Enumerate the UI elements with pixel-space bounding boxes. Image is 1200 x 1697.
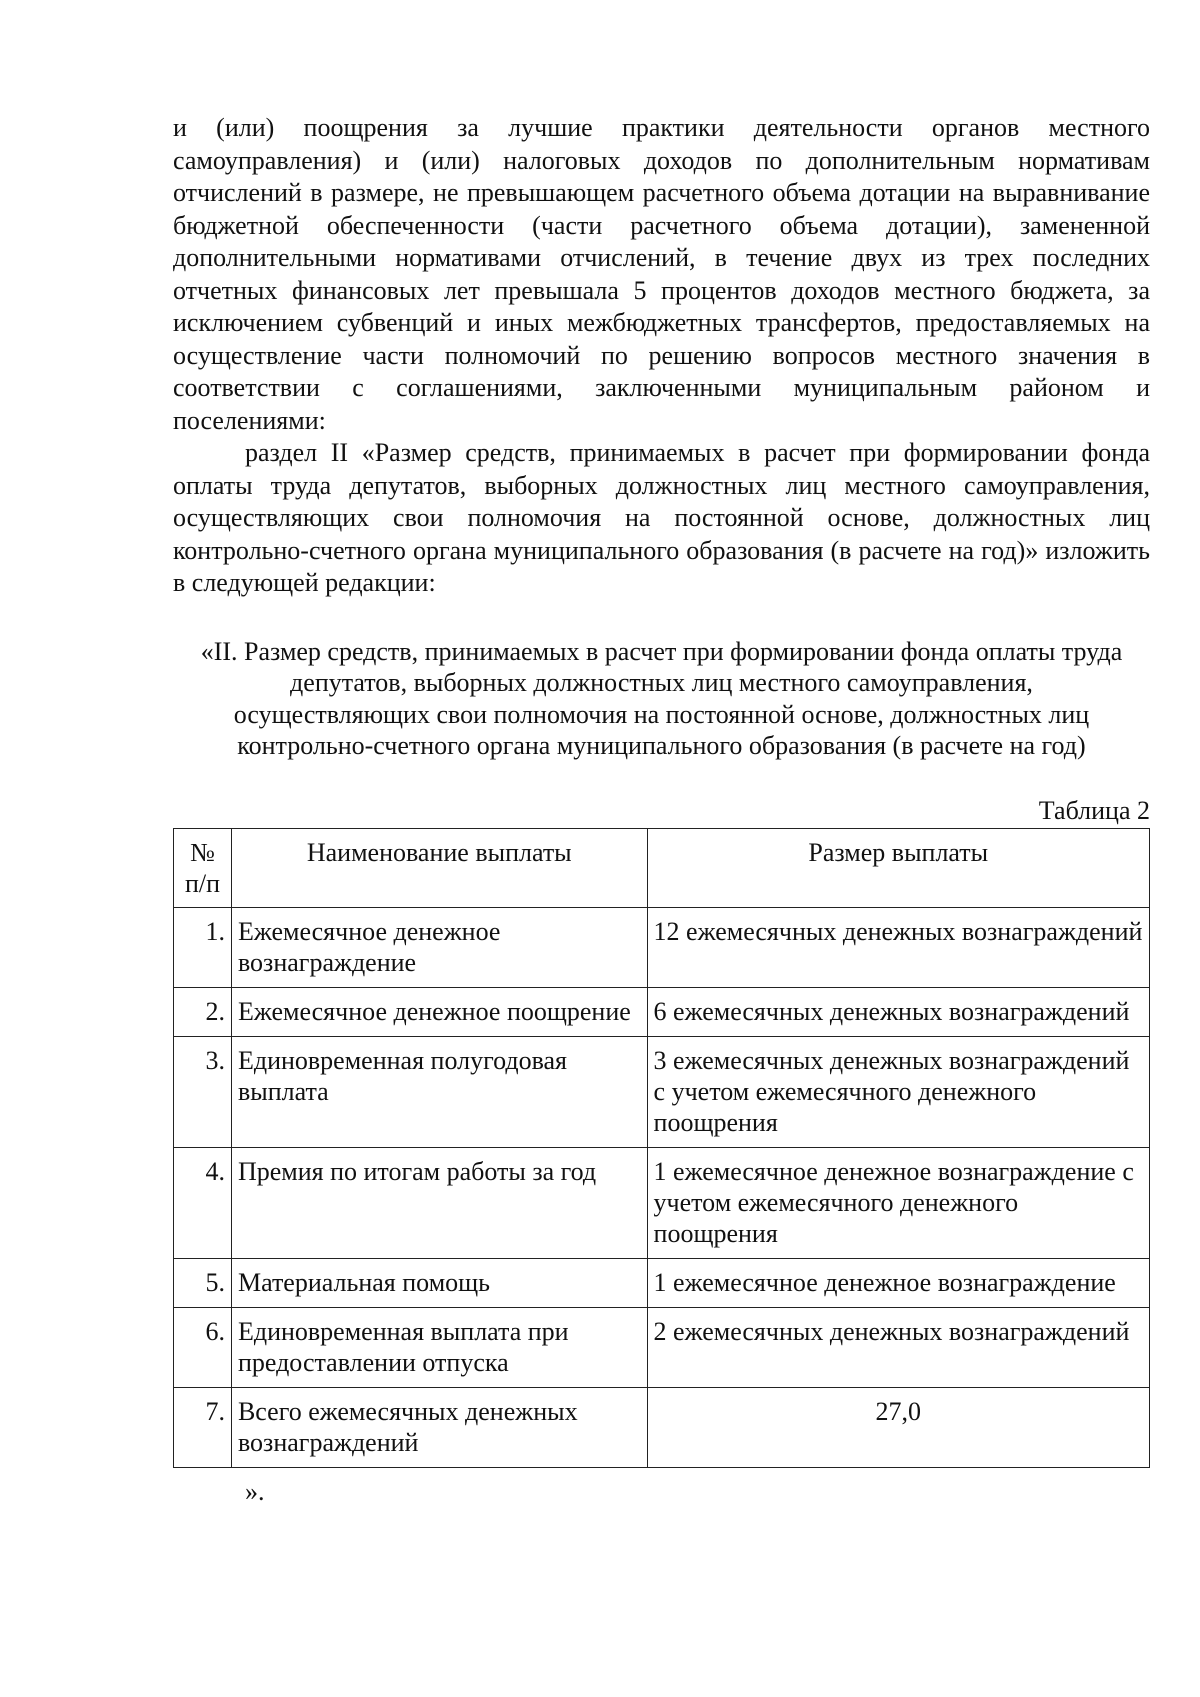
table-row [174, 1258, 1150, 1307]
row-number: 5. [174, 1258, 232, 1307]
row-number: 7. [174, 1387, 232, 1467]
table-caption: Таблица 2 [1038, 795, 1150, 825]
payments-table [173, 828, 1150, 1468]
row-payment-total-value: 27,0 [647, 1387, 1149, 1467]
table-row [174, 1147, 1150, 1258]
table-row [174, 907, 1150, 987]
header-payment-size: Размер выплаты [647, 828, 1149, 907]
row-payment-name: Ежемесячное денежное вознаграждение [231, 907, 647, 987]
row-payment-size: 12 ежемесячных денежных вознаграждений [647, 907, 1149, 987]
row-payment-size: 1 ежемесячное денежное вознаграждение [647, 1258, 1149, 1307]
row-payment-size: 6 ежемесячных денежных вознаграждений [647, 987, 1149, 1036]
table-header-row [174, 828, 1150, 907]
paragraph-section-amendment: раздел II «Размер средств, принимаемых в расчет при формировании фонда оплаты труда депутатов, выборных должностных лиц местного самоуправления, осуществляющих свои полномочия на постоянной основе, должностных лиц контрольно-счетного органа муниципального образования (в расчете на год)» изложить в следующей редакции: [173, 438, 1150, 597]
row-payment-name: Единовременная выплата при предоставлении отпуска [231, 1307, 647, 1387]
row-number: 3. [174, 1036, 232, 1147]
row-number: 2. [174, 987, 232, 1036]
document-page [173, 112, 1150, 1508]
row-payment-name: Материальная помощь [231, 1258, 647, 1307]
table-row-total [174, 1387, 1150, 1467]
row-payment-size: 2 ежемесячных денежных вознаграждений [647, 1307, 1149, 1387]
row-payment-name: Премия по итогам работы за год [231, 1147, 647, 1258]
row-payment-name: Ежемесячное денежное поощрение [231, 987, 647, 1036]
row-number: 6. [174, 1307, 232, 1387]
row-number: 1. [174, 907, 232, 987]
table-row [174, 987, 1150, 1036]
row-payment-name: Всего ежемесячных денежных вознаграждений [231, 1387, 647, 1467]
row-payment-size: 1 ежемесячное денежное вознаграждение с учетом ежемесячного денежного поощрения [647, 1147, 1149, 1258]
header-payment-name: Наименование выплаты [231, 828, 647, 907]
section-title: «II. Размер средств, принимаемых в расчет при формировании фонда оплаты труда депутатов, выборных должностных лиц местного самоуправления, осуществляющих свои полномочия на постоянной основе, должностных лиц контрольно-счетного органа муниципального образования (в расчете на год) [200, 636, 1123, 760]
closing-quote-mark: ». [245, 1476, 265, 1506]
row-payment-name: Единовременная полугодовая выплата [231, 1036, 647, 1147]
table-row [174, 1307, 1150, 1387]
header-number: № п/п [174, 828, 232, 907]
paragraph-continuation: и (или) поощрения за лучшие практики деятельности органов местного самоуправления) и (или) налоговых доходов по дополнительным нормативам отчислений в размере, не превышающем расчетного объема дотации на выравнивание бюджетной обеспеченности (части расчетного объема дотации), замененной дополнительными нормативами отчислений, в течение двух из трех последних отчетных финансовых лет превышала 5 процентов доходов местного бюджета, за исключением субвенций и иных межбюджетных трансфертов, предоставляемых на осуществление части полномочий по решению вопросов местного значения в соответствии с соглашениями, заключенными муниципальным районом и поселениями: [173, 113, 1150, 435]
table-row [174, 1036, 1150, 1147]
row-payment-size: 3 ежемесячных денежных вознаграждений с учетом ежемесячного денежного поощрения [647, 1036, 1149, 1147]
row-number: 4. [174, 1147, 232, 1258]
